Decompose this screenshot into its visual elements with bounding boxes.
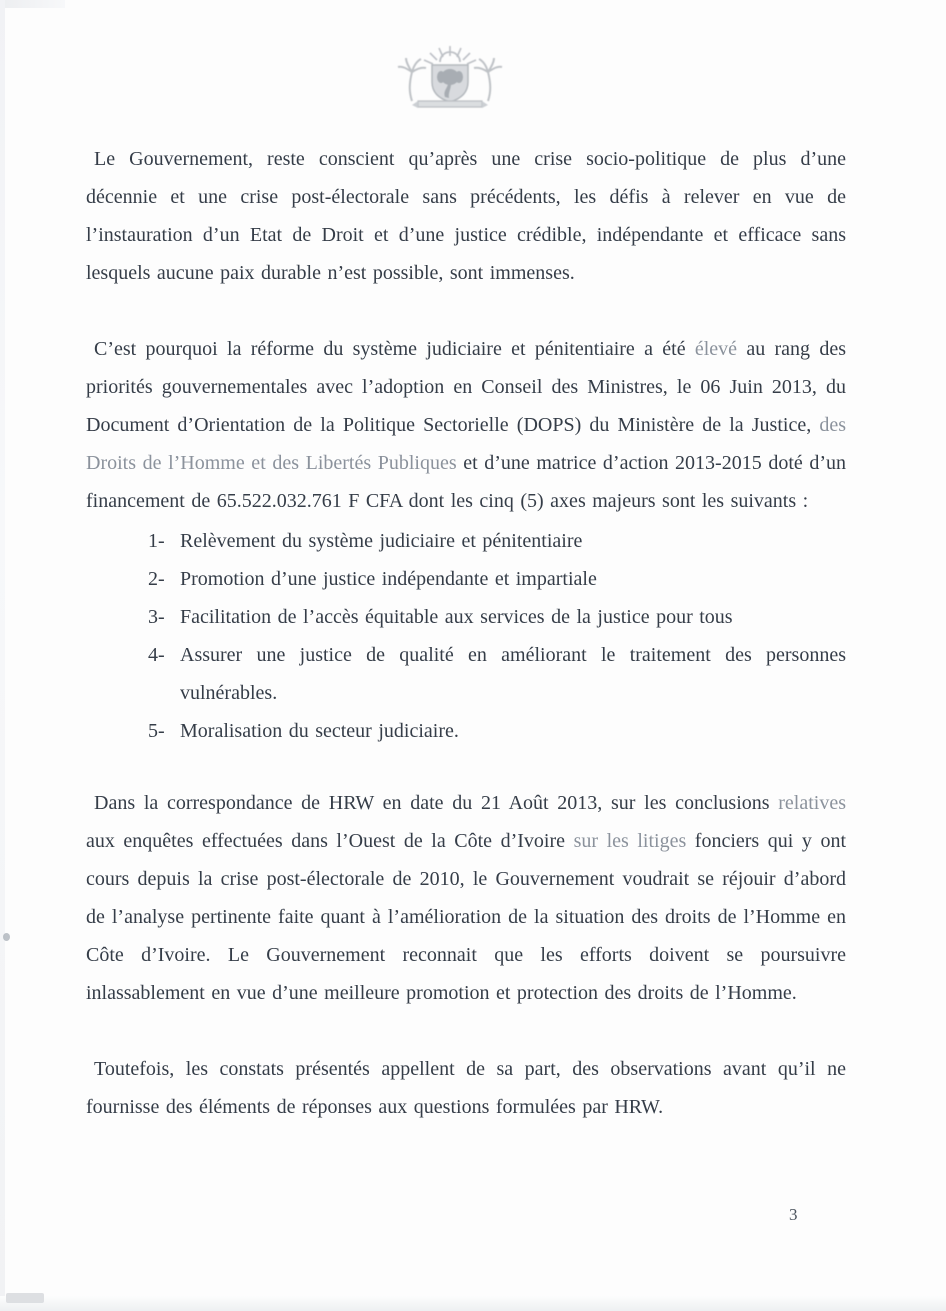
- scan-artifact-left-edge: [0, 0, 5, 1311]
- list-item: [86, 522, 846, 560]
- list-item-number: 2-: [148, 568, 165, 590]
- axes-list: [86, 522, 846, 750]
- paragraph-toutefois: Toutefois, les constats présentés appellent de sa part, des observations avant qu’il ne fournisse des éléments de réponses aux questions formulées par HRW.: [86, 1058, 846, 1118]
- scan-artifact-top-left: [0, 0, 65, 8]
- list-item: [86, 560, 846, 598]
- paragraph-intro: Le Gouvernement, reste conscient qu’après une crise socio-politique de plus d’une décennie et une crise post-électorale sans précédents, les défis à relever en vue de l’instauration d’un Etat de Droit et d’une justice crédible, indépendante et efficace sans lesquels aucune paix durable n’est possible, sont immenses.: [86, 148, 846, 284]
- list-item-text: Facilitation de l’accès équitable aux services de la justice pour tous: [180, 606, 733, 628]
- banner-icon: [412, 101, 488, 108]
- document-body: [86, 140, 846, 1164]
- coat-of-arms-icon: [394, 44, 506, 112]
- paragraph-reform: C’est pourquoi la réforme du système judiciaire et pénitentiaire a été élevé au rang des priorités gouvernementales avec l’adoption en Conseil des Ministres, le 06 Juin 2013, du Document d’Orientation de la Politique Sectorielle (DOPS) du Ministère de la Justice, des Droits de l’Homme et des Libertés Publiques et d’une matrice d’action 2013-2015 doté d’un financement de 65.522.032.761 F CFA dont les cinq (5) axes majeurs sont les suivants :: [86, 338, 847, 512]
- list-item-text: Promotion d’une justice indépendante et impartiale: [180, 568, 597, 590]
- palm-tree-left-icon: [398, 58, 426, 101]
- paragraph-hrw-correspondence: Dans la correspondance de HRW en date du 21 Août 2013, sur les conclusions relatives aux enquêtes effectuées dans l’Ouest de la Côte d’Ivoire sur les litiges fonciers qui y ont cours depuis la crise post-électorale de 2010, le Gouvernement voudrait se réjouir d’abord de l’analyse pertinente faite quant à l’amélioration de la situation des droits de l’Homme en Côte d’Ivoire. Le Gouvernement reconnait que les efforts doivent se poursuivre inlassablement en vue d’une meilleure promotion et protection des droits de l’Homme.: [86, 792, 847, 1004]
- list-item-number: 3-: [148, 606, 165, 628]
- sun-rays-icon: [424, 46, 476, 64]
- list-item-number: 5-: [148, 720, 165, 742]
- scan-artifact-bottom-edge: [0, 1296, 946, 1311]
- list-item-text: Assurer une justice de qualité en améliorant le traitement des personnes vulnérables.: [180, 644, 846, 704]
- list-item-number: 1-: [148, 530, 165, 552]
- list-item: [86, 636, 846, 712]
- list-item-number: 4-: [148, 644, 165, 666]
- list-item-text: Moralisation du secteur judiciaire.: [180, 720, 459, 742]
- scan-artifact-dot: [3, 933, 10, 941]
- scan-artifact-bottom-smudge: [6, 1293, 44, 1303]
- list-item: [86, 712, 846, 750]
- palm-tree-right-icon: [474, 58, 502, 101]
- list-item: [86, 598, 846, 636]
- coat-of-arms-emblem: [394, 44, 506, 112]
- page-number: 3: [789, 1205, 798, 1224]
- list-item-text: Relèvement du système judiciaire et pénitentiaire: [180, 530, 583, 552]
